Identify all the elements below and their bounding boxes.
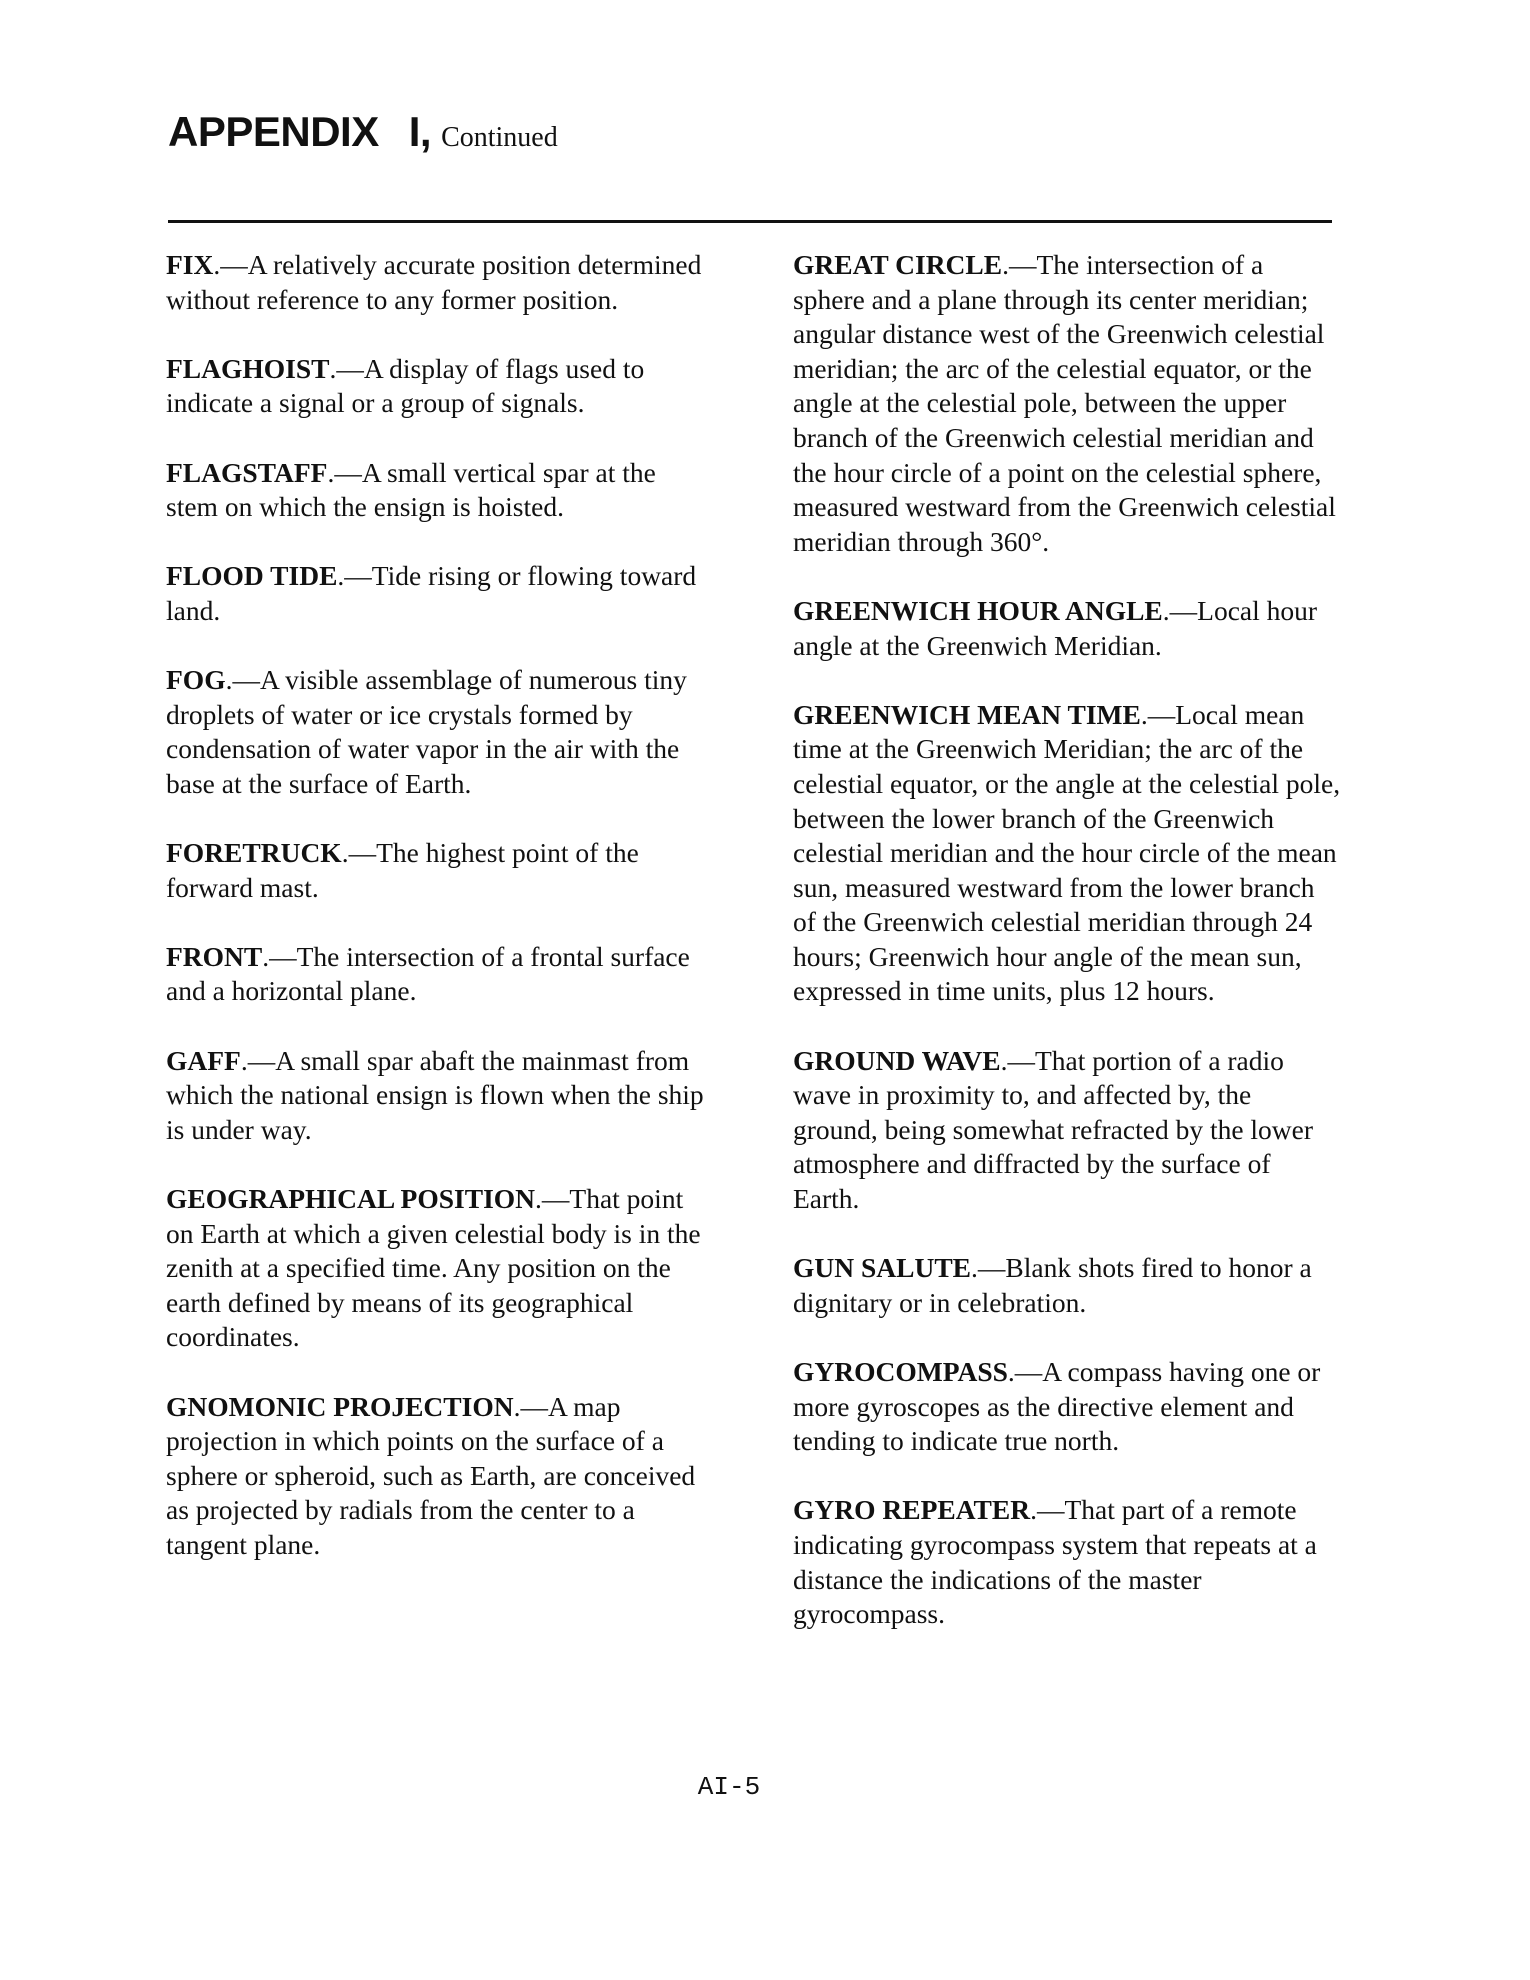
glossary-entry [166,836,711,905]
glossary-entry [166,248,711,317]
glossary-definition: .—The intersection of a sphere and a plane through its center meridian; angular distance west of the Greenwich celestial meridian; the arc of the celestial equator, or the angle at the celestial pole, between the upper branch of the Greenwich celestial meridian and the hour circle of a point on the celestial sphere, measured westward from the Greenwich celestial meridian through 360°. [793,249,1336,557]
glossary-term: FORETRUCK [166,837,342,869]
glossary-term: GAFF [166,1044,241,1076]
glossary-term: FOG [166,664,226,696]
glossary-definition: .—Tide rising or flowing toward land. [166,560,697,626]
glossary-definition: .—Local mean time at the Greenwich Meridian; the arc of the celestial equator, or the angle at the celestial pole, between the lower branch of the Greenwich celestial meridian and the hour circle of the mean sun, measured westward from the lower branch of the Greenwich celestial meridian through 24 hours; Greenwich hour angle of the mean sun, expressed in time units, plus 12 hours. [793,698,1341,1007]
glossary-definition: .—That point on Earth at which a given celestial body is in the zenith at a specified time. Any position on the earth defined by means of its geographical coordinates. [166,1183,701,1353]
glossary-entry [166,352,711,421]
glossary-definition: .—Local hour angle at the Greenwich Meridian. [793,594,1318,661]
appendix-subtitle: Continued [441,122,558,153]
glossary-term: GUN SALUTE [793,1252,972,1284]
glossary-term: GEOGRAPHICAL POSITION [166,1183,536,1215]
glossary-entry [166,559,711,628]
glossary-definition: .—A relatively accurate position determined without reference to any former position. [166,249,702,315]
glossary-definition: .—That portion of a radio wave in proximity to, and affected by, the ground, being somewhat refracted by the lower atmosphere and diffracted by the surface of Earth. [793,1044,1314,1215]
glossary-entry [793,1355,1341,1459]
glossary-entry [166,456,711,525]
glossary-entry [793,248,1341,559]
glossary-definition: .—A small spar abaft the mainmast from which the national ensign is flown when the ship is under way. [166,1044,704,1145]
glossary-entry [793,698,1341,1009]
glossary-term: GYROCOMPASS [793,1356,1008,1387]
glossary-term: GYRO REPEATER [793,1494,1031,1526]
glossary-entry [793,594,1341,663]
glossary-term: FIX [166,249,214,280]
glossary-definition: .—A small vertical spar at the stem on which the ensign is hoisted. [166,456,656,523]
page-number: AI-5 [697,1772,761,1802]
glossary-term: GREENWICH MEAN TIME [793,698,1141,730]
glossary-entry [793,1044,1341,1217]
glossary-term: GNOMONIC PROJECTION [166,1390,514,1422]
glossary-entry [166,1390,711,1563]
glossary-term: GREAT CIRCLE [793,249,1003,280]
glossary-entry [166,940,711,1009]
glossary-term: GREENWICH HOUR ANGLE [793,594,1163,626]
glossary-entry [166,1044,711,1148]
glossary-entry [793,1251,1341,1320]
glossary-entry [793,1493,1341,1631]
glossary-entry [166,663,711,801]
glossary-term: FRONT [166,940,263,972]
right-column [793,248,1341,1666]
left-column [166,248,711,1597]
glossary-definition: .—A compass having one or more gyroscopes as the directive element and tending to indicate true north. [793,1356,1321,1457]
glossary-definition: .—The highest point of the forward mast. [166,837,639,903]
glossary-definition: .—A visible assemblage of numerous tiny droplets of water or ice crystals formed by condensation of water vapor in the air with the base at the surface of Earth. [166,664,687,799]
header-divider [168,220,1332,223]
glossary-definition: .—The intersection of a frontal surface and a horizontal plane. [166,940,690,1007]
glossary-term: FLAGHOIST [166,352,330,384]
glossary-definition: .—That part of a remote indicating gyrocompass system that repeats at a distance the indications of the master gyrocompass. [793,1494,1317,1630]
glossary-term: GROUND WAVE [793,1044,1001,1076]
appendix-numeral: I, [408,108,432,155]
page-header [168,108,558,156]
glossary-term: FLAGSTAFF [166,456,328,488]
glossary-entry [166,1182,711,1355]
glossary-definition: .—Blank shots fired to honor a dignitary or in celebration. [793,1252,1312,1318]
glossary-term: FLOOD TIDE [166,560,338,592]
appendix-title: APPENDIX [168,108,379,155]
glossary-definition: .—A display of flags used to indicate a signal or a group of signals. [166,352,645,419]
glossary-definition: .—A map projection in which points on the surface of a sphere or spheroid, such as Earth, are conceived as projected by radials from the center to a tangent plane. [166,1390,696,1560]
